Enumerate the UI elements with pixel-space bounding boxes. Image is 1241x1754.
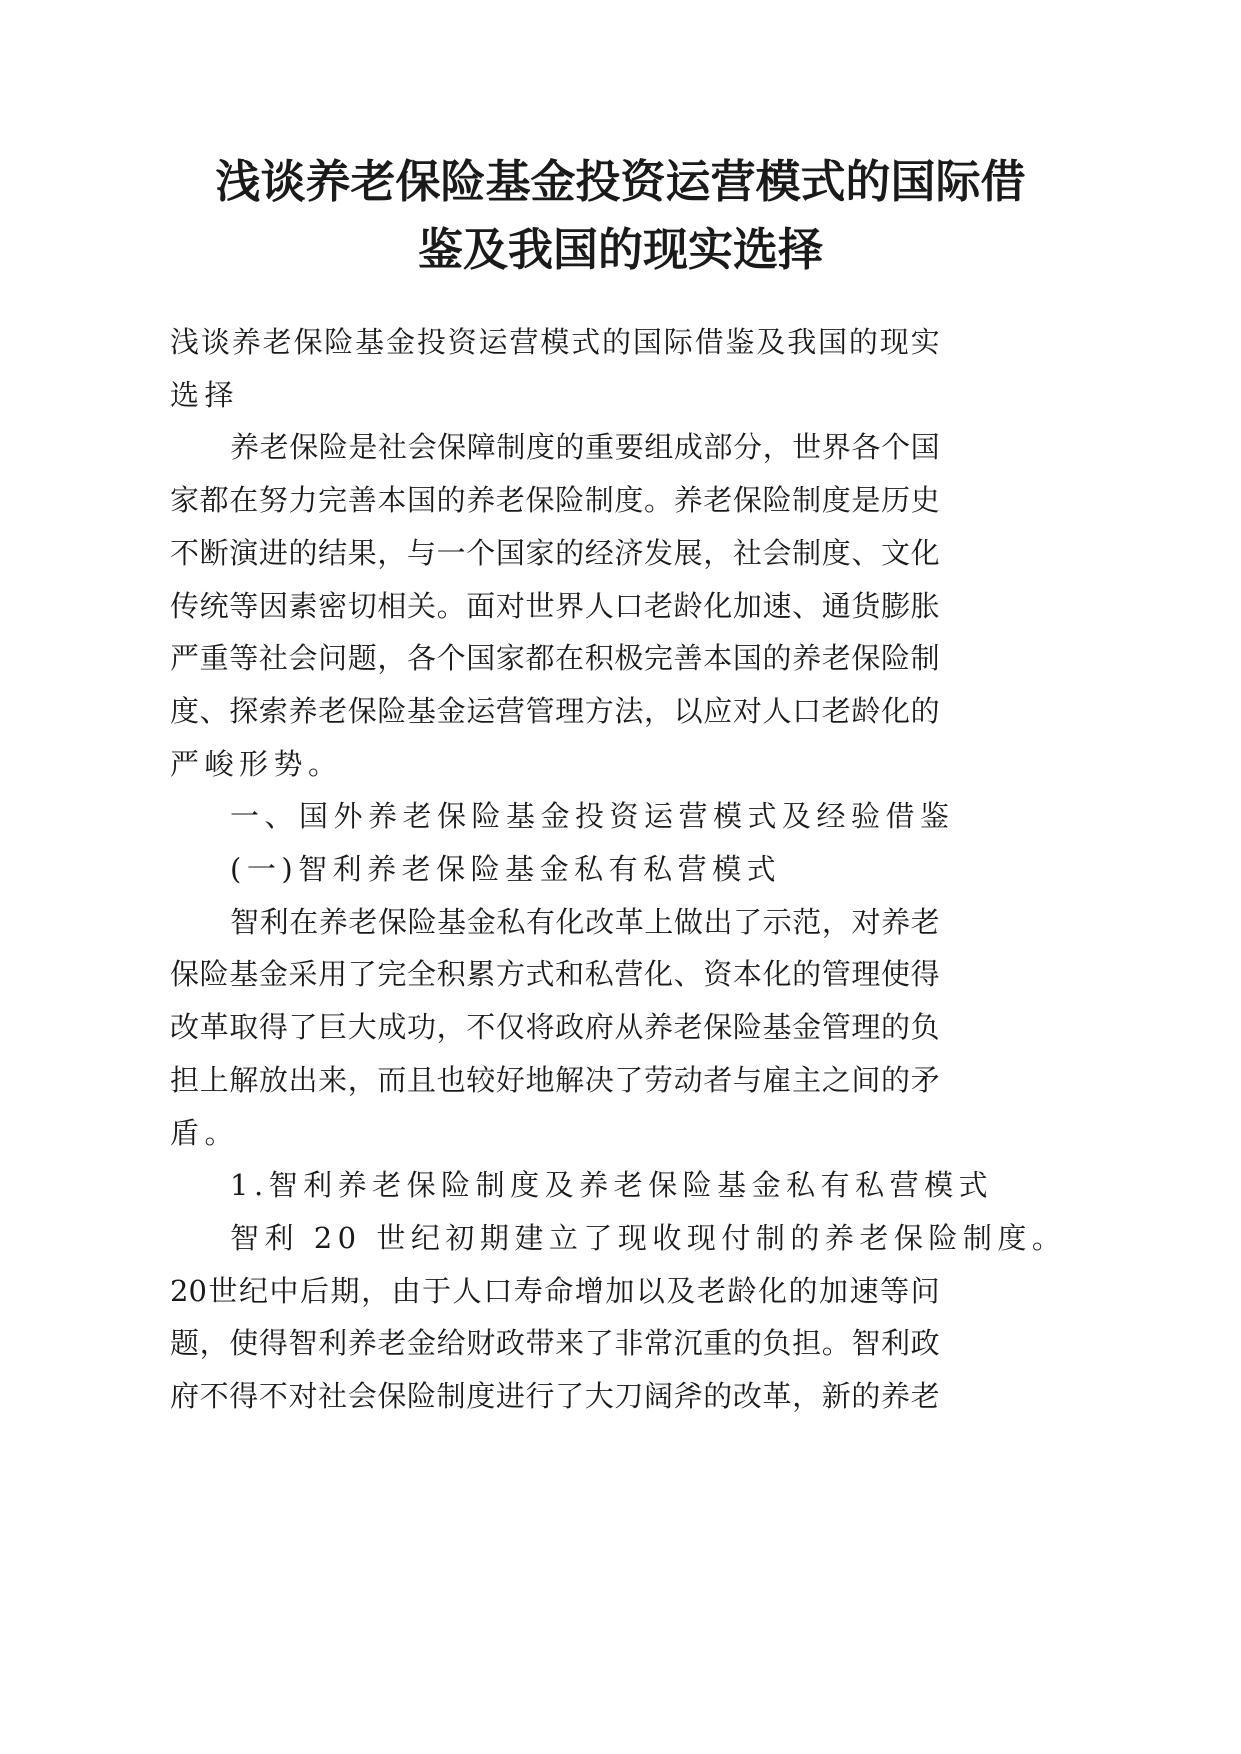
text-line: 严 重 等 社 会 问 题 ， 各 个 国 家 都 在 积 极 完 善 本 国 的 养 老 保 险 制 (170, 641, 940, 676)
text-line: 传 统 等 因 素 密 切 相 关 。 面 对 世 界 人 口 老 龄 化 加 速 、 通 货 膨 胀 (170, 588, 940, 623)
title-line-2: 鉴及我国的现实选择 (417, 223, 823, 276)
text-line: 盾。 (170, 1115, 240, 1150)
text-line: 保 险 基 金 采 用 了 完 全 积 累 方 式 和 私 营 化 、 资 本 化 的 管 理 使 得 (170, 957, 940, 992)
text-line: 智利 20 世纪初期建立了现收现付制的养老保险制度。 (230, 1220, 1067, 1255)
text-line: 改 革 取 得 了 巨 大 成 功 ， 不 仅 将 政 府 从 养 老 保 险 基 金 管 理 的 负 (170, 1010, 940, 1045)
text-line: 智 利 在 养 老 保 险 基 金 私 有 化 改 革 上 做 出 了 示 范 ， 对 养 老 (230, 904, 940, 939)
text-line: 担 上 解 放 出 来 ， 而 且 也 较 好 地 解 决 了 劳 动 者 与 雇 主 之 间 的 矛 (170, 1062, 940, 1097)
text-line: 题 ， 使 得 智 利 养 老 金 给 财 政 带 来 了 非 常 沉 重 的 负 担 。 智 利 政 (170, 1326, 940, 1361)
text-line: 不 断 演 进 的 结 果 ， 与 一 个 国 家 的 经 济 发 展 ， 社 会 制 度 、 文 化 (170, 535, 940, 570)
text-line: 严峻形势。 (170, 746, 343, 781)
text-line: 家 都 在 努 力 完 善 本 国 的 养 老 保 险 制 度 。 养 老 保 险 制 度 是 历 史 (170, 483, 940, 518)
text-line: 浅 谈 养 老 保 险 基 金 投 资 运 营 模 式 的 国 际 借 鉴 及 我 国 的 现 实 (170, 325, 940, 359)
text-line: 度 、 探 索 养 老 保 险 基 金 运 营 管 理 方 法 ， 以 应 对 人 口 老 龄 化 的 (170, 693, 940, 728)
text-line: 20 世 纪 中 后 期 ， 由 于 人 口 寿 命 增 加 以 及 老 龄 化 的 加 速 等 问 (170, 1273, 940, 1308)
title-line-1: 浅谈养老保险基金投资运营模式的国际借 (215, 155, 1026, 208)
text-line: 府 不 得 不 对 社 会 保 险 制 度 进 行 了 大 刀 阔 斧 的 改 革 ， 新 的 养 老 (170, 1379, 940, 1413)
text-line: 选择 (170, 377, 240, 412)
text-line: 一、国外养老保险基金投资运营模式及经验借鉴 (230, 799, 955, 834)
text-line: 1.智利养老保险制度及养老保险基金私有私营模式 (230, 1168, 994, 1203)
text-line: 养 老 保 险 是 社 会 保 障 制 度 的 重 要 组 成 部 分 ， 世 界 各 个 国 (230, 430, 940, 465)
text-line: (一)智利养老保险基金私有私营模式 (230, 852, 782, 886)
document-title (140, 148, 1101, 284)
